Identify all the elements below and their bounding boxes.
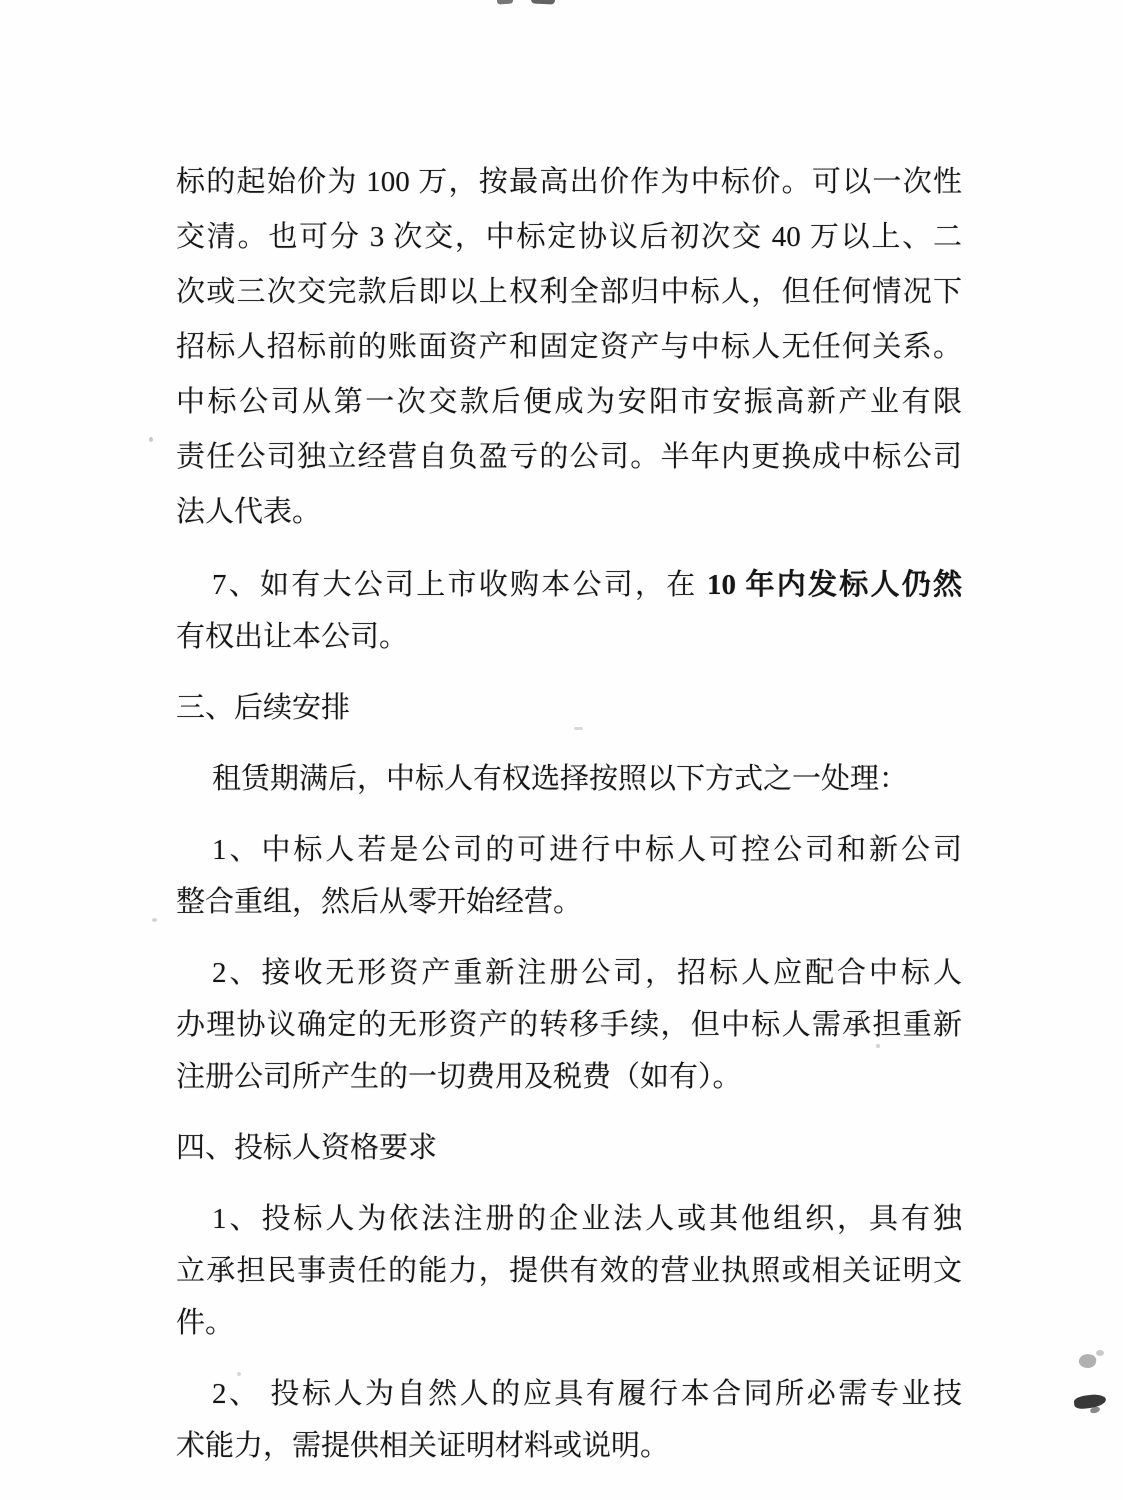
- paragraph-qualification-1-legal-entity: [176, 1193, 962, 1349]
- document-body: [176, 155, 962, 1491]
- paragraph-section-4-heading: [176, 1122, 962, 1174]
- text-line: 件。: [176, 1307, 235, 1339]
- text-line: 交清。也可分 3 次交，中标定协议后初次交 40 万以上、二: [176, 221, 962, 253]
- ink-smudge: [1078, 1352, 1098, 1369]
- text-line: 立承担民事责任的能力，提供有效的营业执照或相关证明文: [176, 1255, 962, 1287]
- text-line: 中标公司从第一次交款后便成为安阳市安振高新产业有限: [176, 386, 962, 418]
- text-line: 三、后续安排: [176, 692, 351, 724]
- paragraph-item-7-acquisition: [176, 559, 962, 663]
- text-line: 1、中标人若是公司的可进行中标人可控公司和新公司: [212, 834, 962, 866]
- paragraph-payment-terms-continuation: [176, 155, 962, 540]
- text-line: 标的起始价为 100 万，按最高出价作为中标价。可以一次性: [176, 166, 962, 198]
- ink-smudge: [1089, 1406, 1100, 1414]
- text-line: 注册公司所产生的一切费用及税费（如有）。: [176, 1061, 742, 1093]
- text-line: 整合重组，然后从零开始经营。: [176, 886, 583, 918]
- page-top-cutoff-mark: [531, 0, 555, 5]
- text-line: 四、投标人资格要求: [176, 1132, 438, 1164]
- paragraph-qualification-2-natural-person: [176, 1368, 962, 1472]
- paragraph-lease-expiry-options: [176, 753, 962, 805]
- paragraph-section-3-heading: [176, 682, 962, 734]
- text-line: 术能力，需提供相关证明材料或说明。: [176, 1430, 670, 1462]
- paragraph-option-2-reregister: [176, 947, 962, 1103]
- text-line: 租赁期满后，中标人有权选择按照以下方式之一处理：: [212, 763, 909, 795]
- text-line: 招标人招标前的账面资产和固定资产与中标人无任何关系。: [176, 331, 962, 363]
- ink-smudge: [1096, 1350, 1104, 1356]
- text-line: 办理协议确定的无形资产的转移手续，但中标人需承担重新: [176, 1009, 962, 1041]
- scan-speck: [152, 918, 157, 922]
- text-line: 法人代表。: [176, 496, 322, 528]
- text-line: 有权出让本公司。: [176, 621, 409, 653]
- paragraph-option-1-restructure: [176, 824, 962, 928]
- page-top-cutoff-mark: [497, 0, 513, 5]
- scan-speck: [149, 437, 153, 442]
- ink-smudge: [1073, 1393, 1106, 1410]
- text-line: 责任公司独立经营自负盈亏的公司。半年内更换成中标公司: [176, 441, 962, 473]
- text-line: 次或三次交完款后即以上权利全部归中标人，但任何情况下: [176, 276, 962, 308]
- text-line: [176, 559, 962, 611]
- text-line: 2、接收无形资产重新注册公司，招标人应配合中标人: [212, 957, 962, 989]
- text-line: 2、 投标人为自然人的应具有履行本合同所必需专业技: [212, 1378, 962, 1410]
- bold-text-run: 10 年内发标人仍然: [706, 569, 962, 601]
- text-run: 7、如有大公司上市收购本公司，在: [212, 569, 707, 601]
- text-line: 1、投标人为依法注册的企业法人或其他组织，具有独: [212, 1203, 962, 1235]
